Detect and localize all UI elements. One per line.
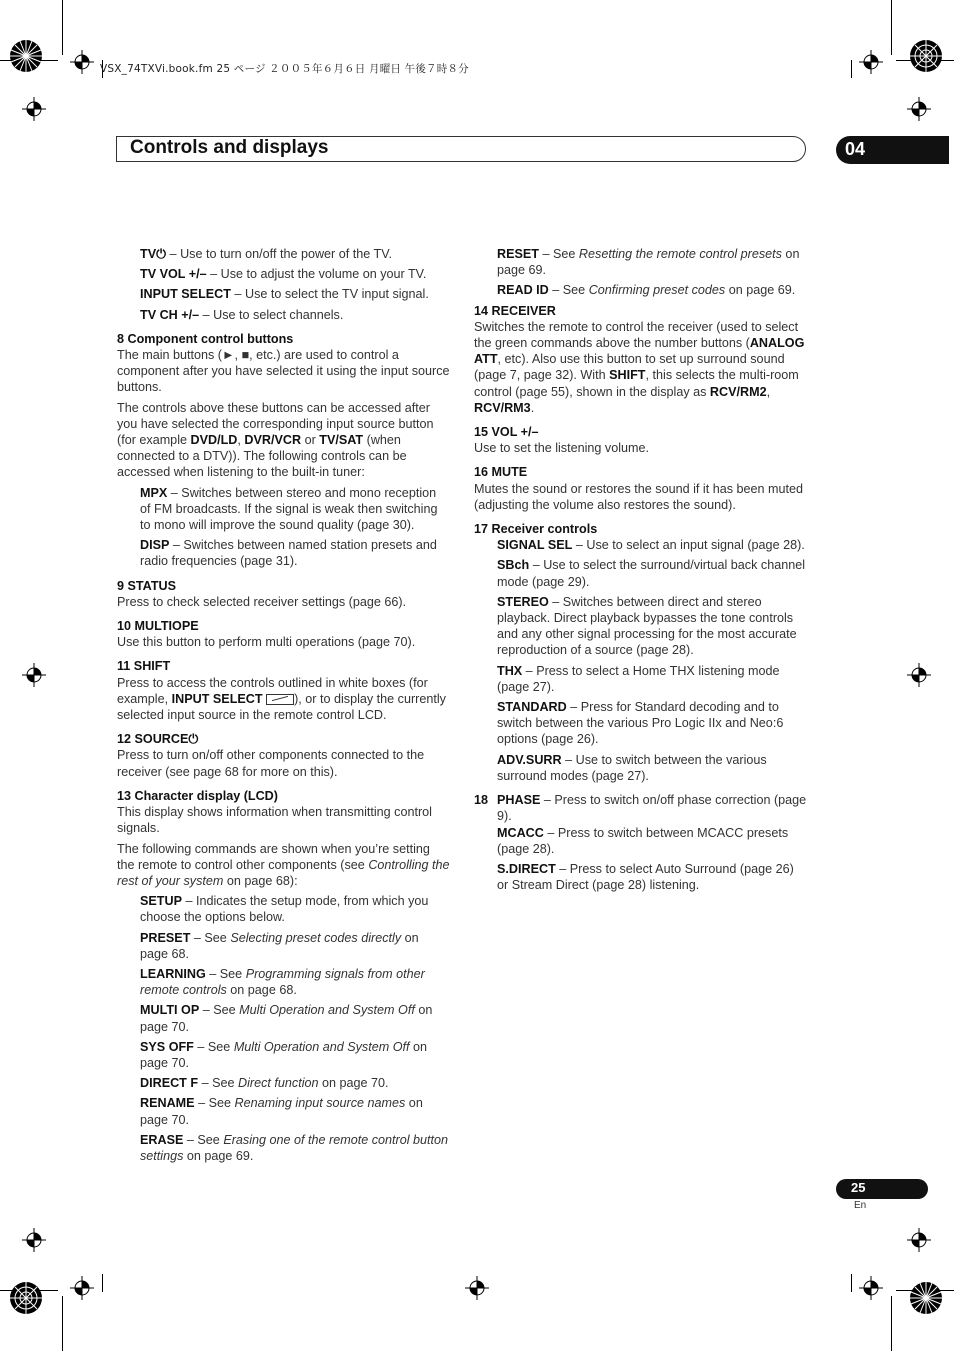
paragraph: Press to turn on/off other components connected to the receiver (see page 68 for more on this). [117,748,425,779]
section-heading: 8 Component control buttons [117,331,294,346]
left-column [117,246,450,1168]
paragraph: Use this button to perform multi operations (page 70). [117,635,416,650]
receiver-control-entry: SIGNAL SEL – Use to select an input signal (page 28). [497,538,805,553]
receiver-control-entry: ADV.SURR – Use to switch between the various surround modes (page 27). [497,752,767,783]
section-heading: 14 RECEIVER [474,303,556,318]
receiver-control-entry: PHASE – Press to switch on/off phase correction (page 9). [497,793,807,824]
section-heading: 10 MULTIOPE [117,619,199,634]
crosshair-icon [907,1228,931,1252]
crosshair-icon [22,97,46,121]
crosshair-icon [22,1228,46,1252]
paragraph: Mutes the sound or restores the sound if it has been muted (adjusting the volume also restores the sound). [474,481,804,512]
reset-entry: RESET – See Resetting the remote control presets on page 69. [497,247,800,278]
crosshair-icon [907,97,931,121]
lcd-command-entry: SYS OFF – See Multi Operation and System Off on page 70. [140,1039,428,1070]
section-title: Controls and displays [130,137,329,158]
section-heading: 11 SHIFT [117,659,171,674]
section-heading: 13 Character display (LCD) [117,788,278,803]
page-number-tab [836,1179,928,1199]
registration-target-icon [908,1280,944,1316]
registration-target-icon [908,38,944,74]
lcd-command-entry: PRESET – See Selecting preset codes directly on page 68. [140,930,419,961]
disp-entry: DISP – Switches between named station presets and radio frequencies (page 31). [140,538,437,569]
paragraph: The following commands are shown when you’re setting the remote to control other components (see Controlling the rest of your system on page 68): [117,841,450,888]
page-number: 25 [851,1180,866,1195]
tv-vol-entry: TV VOL +/– – Use to adjust the volume on your TV. [140,267,427,282]
right-column [474,246,808,897]
lcd-command-entry: RENAME – See Renaming input source names on page 70. [140,1096,423,1127]
crosshair-icon [859,1276,883,1300]
lcd-command-entry: ERASE – See Erasing one of the remote control button settings on page 69. [140,1132,449,1163]
lcd-command-entry: MULTI OP – See Multi Operation and System Off on page 70. [140,1003,433,1034]
input-select-entry: INPUT SELECT – Use to select the TV input signal. [140,287,429,302]
crosshair-icon [22,663,46,687]
section-heading: 12 SOURCE⏻ [117,732,199,747]
crosshair-icon [907,663,931,687]
receiver-control-entry: S.DIRECT – Press to select Auto Surround (page 26) or Stream Direct (page 28) listening. [497,861,794,893]
lcd-command-entry: SETUP – Indicates the setup mode, from which you choose the options below. [140,894,429,925]
receiver-control-entry: MCACC – Press to switch between MCACC presets (page 28). [497,825,789,856]
receiver-control-entry: STEREO – Switches between direct and stereo playback. Direct playback bypasses the tone controls and any other signal processing for the most accurate reproduction of a source (page 28). [497,594,797,658]
registration-target-icon [8,38,44,74]
paragraph: The main buttons (►, ■, etc.) are used to control a component after you have selected it using the input source buttons. [117,348,450,395]
paragraph: Press to check selected receiver settings (page 66). [117,594,407,609]
input-select-button-icon [266,694,294,705]
section-number: 18 [474,793,489,808]
file-info: VSX_74TXVi.book.fm 25 ページ ２００５年６月６日 月曜日 午後７時８分 [100,63,469,75]
mpx-entry: MPX – Switches between stereo and mono reception of FM broadcasts. If the signal is weak then switching to mono will improve the sound quality (page 30). [140,485,438,533]
lcd-command-entry: LEARNING – See Programming signals from other remote controls on page 68. [140,966,425,998]
tv-power-entry: TV⏻ – Use to turn on/off the power of the TV. [140,247,392,261]
receiver-control-entry: THX – Press to select a Home THX listening mode (page 27). [497,663,780,694]
section-heading: 15 VOL +/– [474,425,539,440]
language-code: En [854,1200,867,1211]
paragraph: Press to access the controls outlined in white boxes (for example, INPUT SELECT ), or to display the currently selected input source in the remote control LCD. [117,675,446,723]
chapter-number: 04 [845,139,866,159]
crosshair-icon [465,1276,489,1300]
crosshair-icon [859,50,883,74]
crosshair-icon [70,1276,94,1300]
crosshair-icon [70,50,94,74]
registration-target-icon [8,1280,44,1316]
section-heading: 16 MUTE [474,465,528,480]
receiver-control-entry: SBch – Use to select the surround/virtual back channel mode (page 29). [497,558,806,589]
paragraph: The controls above these buttons can be accessed after you have selected the corresponding input source button (for example DVD/LD, DVR/VCR or TV/SAT (when connected to a DTV)). The following controls can be accessed when listening to the built-in tuner: [117,400,434,480]
section-18 [474,792,808,893]
tv-ch-entry: TV CH +/– – Use to select channels. [140,307,344,322]
paragraph: Use to set the listening volume. [474,441,650,456]
lcd-command-entry: DIRECT F – See Direct function on page 70. [140,1076,389,1091]
paragraph: Switches the remote to control the receiver (used to select the green commands above the number buttons (ANALOG ATT, etc). Also use this button to set up surround sound (page 7, page 32). With SHIFT, this selects the multi-room control (page 55), shown in the display as RCV/RM2, RCV/RM3. [474,319,805,415]
receiver-control-entry: STANDARD – Press for Standard decoding and to switch between the various Pro Logic IIx and Neo:6 options (page 26). [497,700,784,747]
read-id-entry: READ ID – See Confirming preset codes on page 69. [497,283,796,298]
section-heading: 17 Receiver controls [474,522,598,537]
section-heading: 9 STATUS [117,578,177,593]
paragraph: This display shows information when transmitting control signals. [117,805,432,836]
